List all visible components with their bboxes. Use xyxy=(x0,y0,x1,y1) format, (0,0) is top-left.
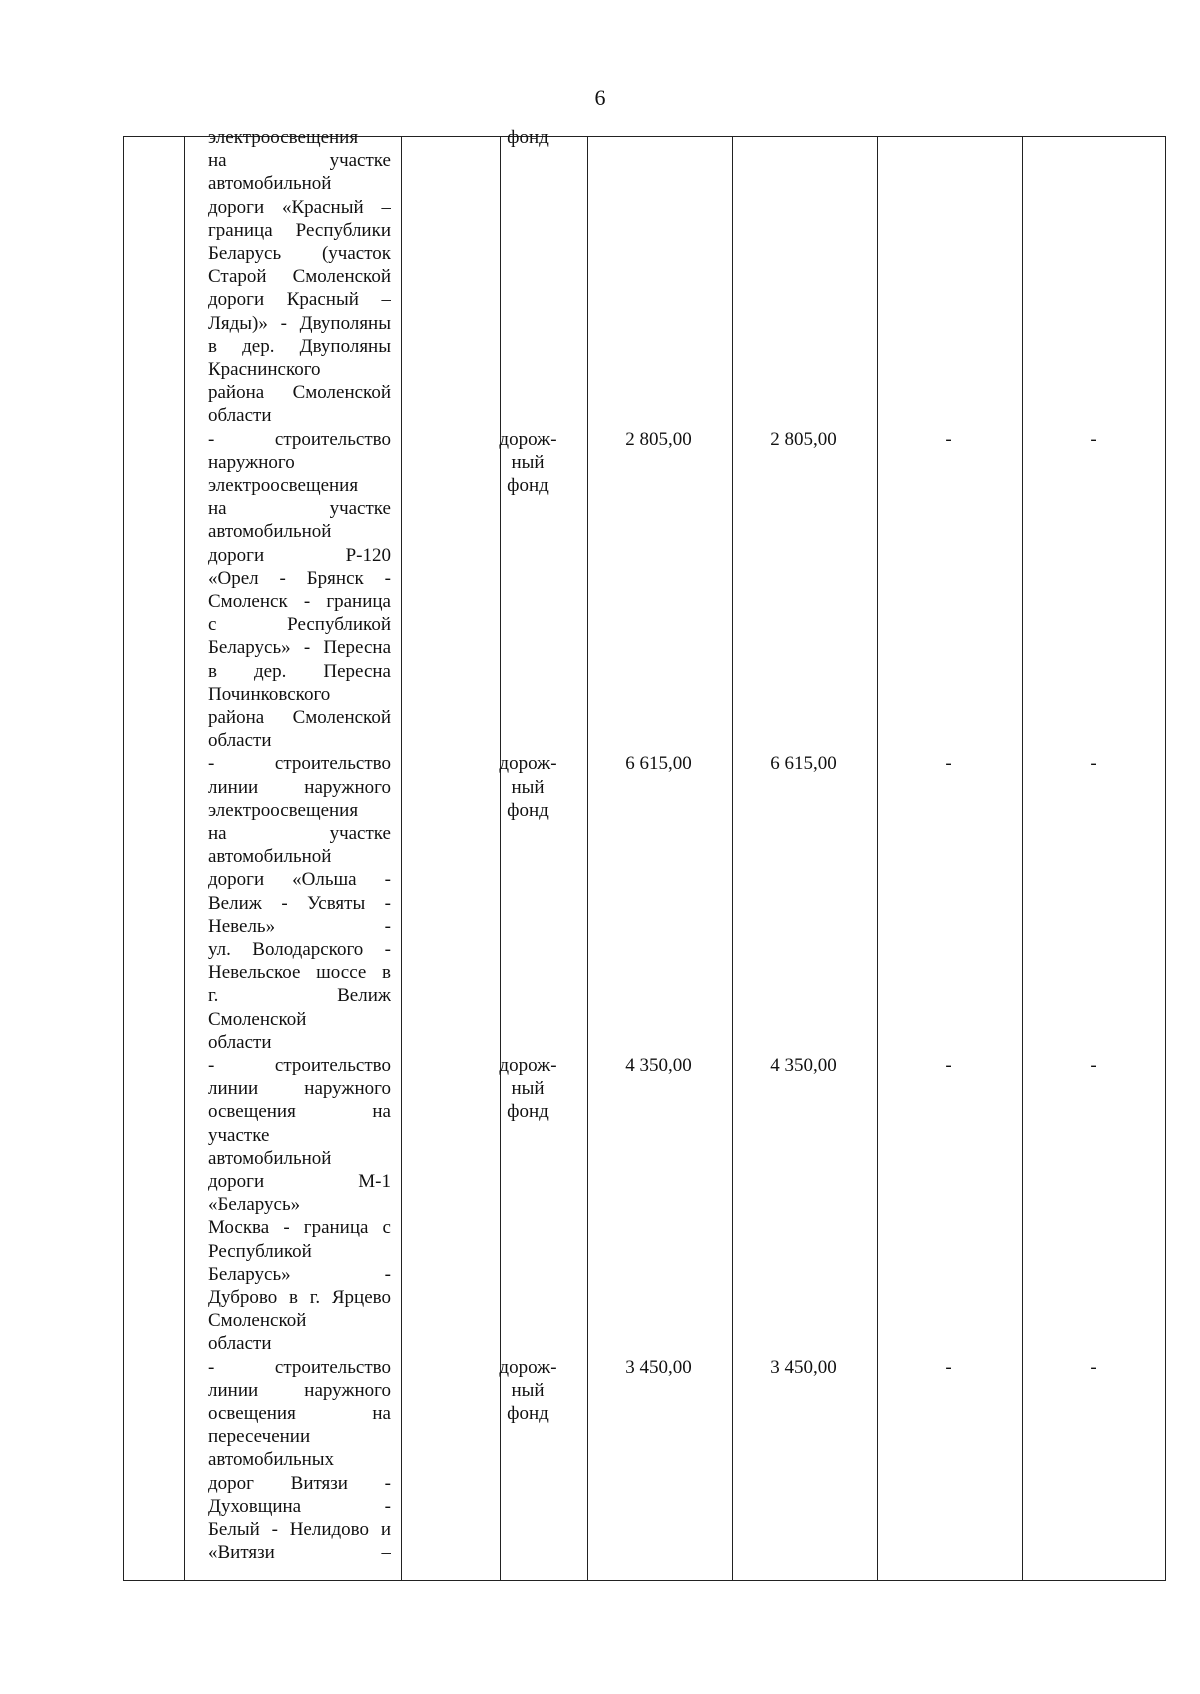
funding-source-line: дорож- xyxy=(499,1356,557,1378)
description-line: Беларусь» - Пересна xyxy=(208,637,391,659)
amount-cell-2: 4 350,00 xyxy=(770,1055,837,1076)
work-description xyxy=(208,126,391,428)
funding-source xyxy=(489,428,567,498)
description-line: автомобильной xyxy=(208,521,332,543)
description-line: граница Республики xyxy=(208,219,391,241)
description-line: Беларусь» - xyxy=(208,1263,391,1285)
description-line: - строительство xyxy=(208,428,391,450)
funding-source-line: дорож- xyxy=(499,428,557,450)
description-line: пересечении xyxy=(208,1426,311,1448)
description-line: «Витязи – xyxy=(208,1542,391,1564)
description-line: в дер. Пересна xyxy=(208,660,391,682)
description-line: дороги М-1 xyxy=(208,1171,391,1193)
description-line: линии наружного xyxy=(208,1078,391,1100)
funding-source-line: ный xyxy=(511,776,545,798)
amount-cell-4: - xyxy=(1090,428,1097,450)
description-line: электроосвещения xyxy=(208,127,359,148)
work-description xyxy=(208,1356,391,1565)
description-line: Старой Смоленской xyxy=(208,266,391,288)
description-line: на участке xyxy=(208,498,391,520)
amount-cell-3: - xyxy=(945,1055,952,1076)
description-line: Невель» - xyxy=(208,915,391,937)
description-line: - строительство xyxy=(208,1055,391,1076)
funding-source-line: ный xyxy=(511,1379,545,1401)
description-line: г. Велиж xyxy=(208,985,391,1007)
description-line: линии наружного xyxy=(208,1379,391,1401)
amount-cell-2: 3 450,00 xyxy=(770,1356,837,1378)
page-number: 6 xyxy=(594,85,606,110)
description-line: Белый - Нелидово и xyxy=(208,1519,391,1541)
description-line: Ляды)» - Двуполяны xyxy=(208,312,391,334)
description-line: Москва - граница с xyxy=(208,1217,391,1239)
description-line: области xyxy=(208,1333,272,1355)
amount-cell-4: - xyxy=(1090,1055,1097,1076)
description-line: на участке xyxy=(208,823,391,844)
description-line: Краснинского xyxy=(208,359,321,381)
funding-source-line: фонд xyxy=(507,1101,549,1123)
description-line: автомобильной xyxy=(208,173,332,195)
description-line: дороги «Красный – xyxy=(208,196,391,218)
description-line: Смоленск - граница xyxy=(208,591,391,613)
amount-cell-1: 4 350,00 xyxy=(625,1055,692,1076)
column-divider xyxy=(401,137,402,1580)
funding-source-line: дорож- xyxy=(499,1055,557,1076)
funding-source-line: фонд xyxy=(507,1403,549,1424)
amount-cell-2: 6 615,00 xyxy=(770,753,837,775)
funding-source-line: ный xyxy=(511,451,545,473)
funding-source xyxy=(489,752,567,822)
description-line: дороги Р-120 xyxy=(208,544,391,566)
description-line: наружного xyxy=(208,451,295,473)
description-line: автомобильной xyxy=(208,846,332,868)
description-line: автомобильной xyxy=(208,1147,332,1169)
description-line: электроосвещения xyxy=(208,799,359,821)
description-line: Духовщина - xyxy=(208,1495,391,1517)
amount-cell-1: 6 615,00 xyxy=(625,753,692,775)
funding-source-line: фонд xyxy=(507,475,549,496)
description-line: дорог Витязи - xyxy=(208,1472,391,1494)
work-description xyxy=(208,752,391,1054)
description-line: - строительство xyxy=(208,1356,391,1378)
description-line: освещения на xyxy=(208,1403,391,1424)
description-line: линии наружного xyxy=(208,776,391,798)
funding-source-line: дорож- xyxy=(499,753,557,775)
description-line: Дуброво в г. Ярцево xyxy=(208,1287,391,1309)
description-line: Невельское шоссе в xyxy=(208,962,391,984)
amount-cell-3: - xyxy=(945,753,952,775)
description-line: - строительство xyxy=(208,753,391,775)
budget-table xyxy=(123,127,1166,1581)
description-line: Починковского xyxy=(208,683,331,705)
description-line: области xyxy=(208,730,272,752)
description-line: района Смоленской xyxy=(208,382,391,404)
description-line: участке xyxy=(208,1124,270,1146)
description-line: «Беларусь» xyxy=(208,1194,301,1216)
column-divider xyxy=(184,137,185,1580)
description-line: в дер. Двуполяны xyxy=(208,335,391,357)
description-line: области xyxy=(208,405,272,427)
funding-source-line: ный xyxy=(511,1078,545,1100)
description-line: Смоленской xyxy=(208,1310,307,1332)
funding-source xyxy=(489,126,567,149)
work-description xyxy=(208,1054,391,1356)
funding-source xyxy=(489,1054,567,1124)
description-line: с Республикой xyxy=(208,614,391,636)
amount-cell-4: - xyxy=(1090,753,1097,775)
amount-cell-3: - xyxy=(945,428,952,450)
description-line: Беларусь (участок xyxy=(208,243,391,265)
description-line: дороги Красный – xyxy=(208,289,391,311)
description-line: района Смоленской xyxy=(208,707,391,729)
description-line: ул. Володарского - xyxy=(208,939,391,961)
amount-cell-2: 2 805,00 xyxy=(770,428,837,450)
description-line: «Орел - Брянск - xyxy=(208,567,391,589)
work-description xyxy=(208,428,391,753)
description-line: области xyxy=(208,1031,272,1053)
amount-cell-4: - xyxy=(1090,1356,1097,1378)
description-line: автомобильных xyxy=(208,1449,335,1471)
description-line: Смоленской xyxy=(208,1008,307,1030)
funding-source xyxy=(489,1356,567,1426)
description-line: на участке xyxy=(208,150,391,172)
funding-source-line: фонд xyxy=(507,799,549,821)
description-line: освещения на xyxy=(208,1101,391,1123)
description-line: дороги «Ольша - xyxy=(208,869,391,891)
description-line: Велиж - Усвяты - xyxy=(208,892,391,914)
description-line: электроосвещения xyxy=(208,475,359,496)
amount-cell-1: 3 450,00 xyxy=(625,1356,692,1378)
description-line: Республикой xyxy=(208,1240,312,1262)
amount-cell-1: 2 805,00 xyxy=(625,428,692,450)
funding-source-line: фонд xyxy=(507,127,549,148)
amount-cell-3: - xyxy=(945,1356,952,1378)
